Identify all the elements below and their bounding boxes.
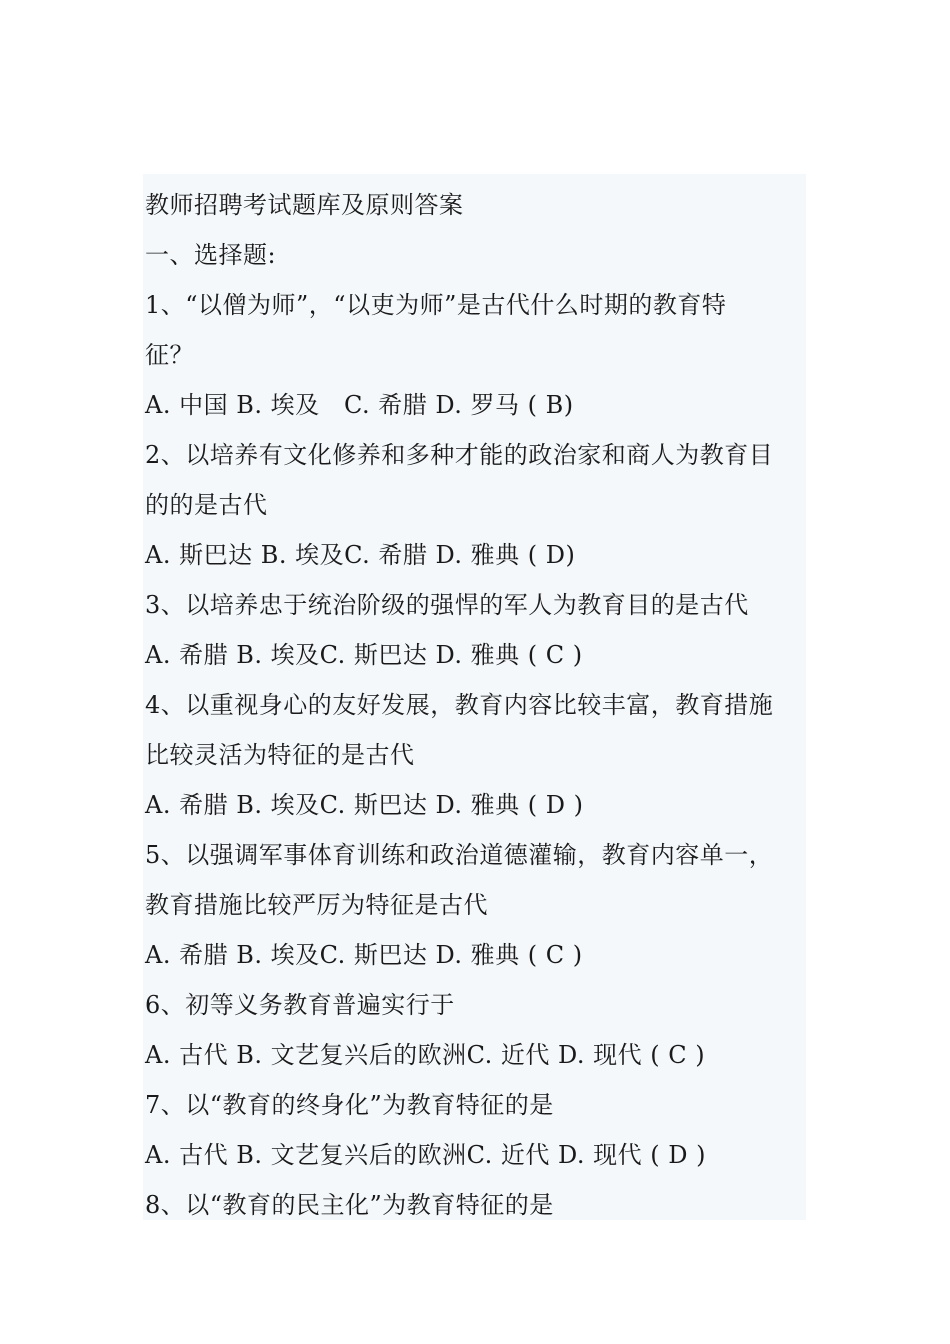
question-2-options: A. 斯巴达 B. 埃及C. 希腊 D. 雅典 ( D) bbox=[145, 541, 576, 569]
question-6-options: A. 古代 B. 文艺复兴后的欧洲C. 近代 D. 现代 ( C ) bbox=[145, 1041, 706, 1069]
question-8-line-1: 8、以“教育的民主化”为教育特征的是 bbox=[145, 1191, 554, 1219]
question-4-options: A. 希腊 B. 埃及C. 斯巴达 D. 雅典 ( D ) bbox=[145, 791, 584, 819]
question-5-options: A. 希腊 B. 埃及C. 斯巴达 D. 雅典 ( C ) bbox=[145, 941, 583, 969]
question-1-line-1: 1、“以僧为师”，“以吏为师”是古代什么时期的教育特 bbox=[145, 291, 727, 319]
question-4-line-2: 比较灵活为特征的是古代 bbox=[145, 741, 415, 769]
question-3-line-1: 3、以培养忠于统治阶级的强悍的军人为教育目的是古代 bbox=[145, 591, 749, 619]
question-1-options: A. 中国 B. 埃及 C. 希腊 D. 罗马 ( B) bbox=[145, 391, 574, 419]
question-2-line-2: 的的是古代 bbox=[145, 491, 268, 519]
question-4-line-1: 4、以重视身心的友好发展，教育内容比较丰富，教育措施 bbox=[145, 691, 774, 719]
document-title: 教师招聘考试题库及原则答案 bbox=[145, 191, 464, 219]
question-3-options: A. 希腊 B. 埃及C. 斯巴达 D. 雅典 ( C ) bbox=[145, 641, 583, 669]
question-5-line-1: 5、以强调军事体育训练和政治道德灌输，教育内容单一， bbox=[145, 841, 774, 869]
question-2-line-1: 2、以培养有文化修养和多种才能的政治家和商人为教育目 bbox=[145, 441, 774, 469]
document-text-block bbox=[143, 174, 806, 1220]
question-5-line-2: 教育措施比较严厉为特征是古代 bbox=[145, 891, 488, 919]
question-7-line-1: 7、以“教育的终身化”为教育特征的是 bbox=[145, 1091, 554, 1119]
section-heading: 一、选择题: bbox=[145, 241, 277, 269]
question-6-line-1: 6、初等义务教育普遍实行于 bbox=[145, 991, 455, 1019]
question-1-line-2: 征？ bbox=[145, 341, 194, 369]
question-7-options: A. 古代 B. 文艺复兴后的欧洲C. 近代 D. 现代 ( D ) bbox=[145, 1141, 707, 1169]
